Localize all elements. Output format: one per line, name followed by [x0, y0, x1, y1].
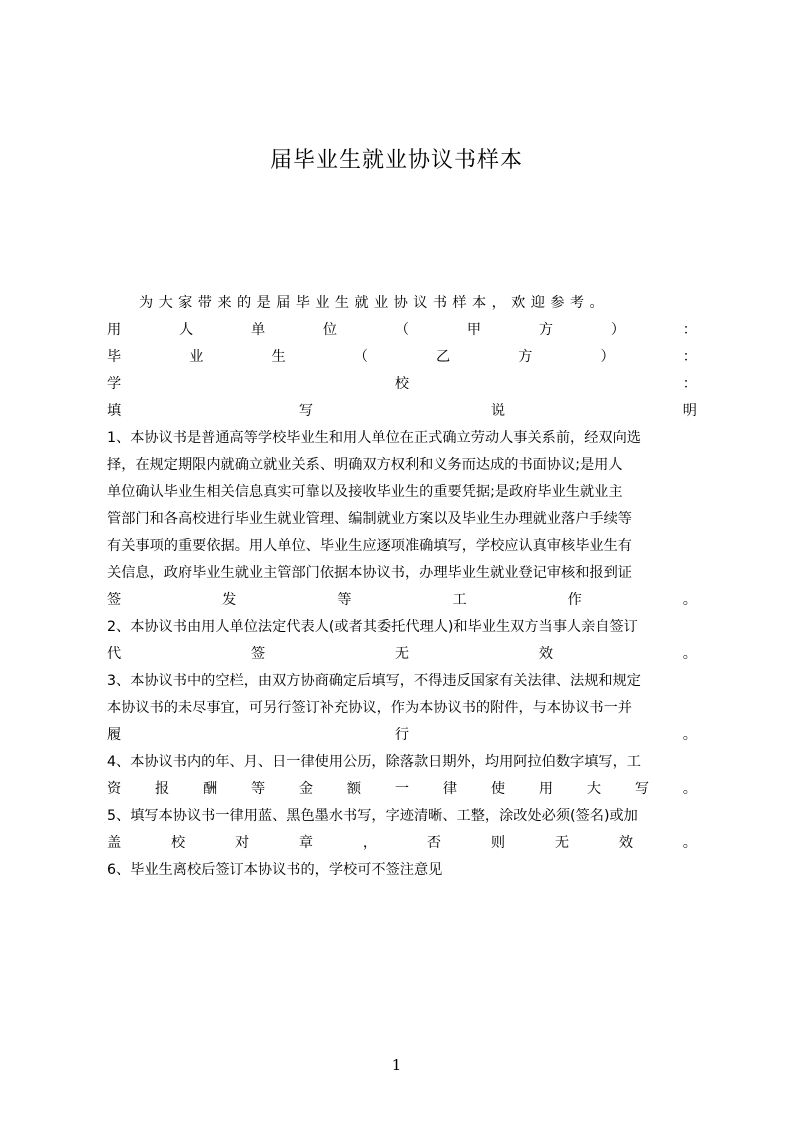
document-title: 届毕业生就业协议书样本: [269, 148, 523, 173]
paragraph-line: 本协议书的未尽事宜，可另行签订补充协议，作为本协议书的附件，与本协议书一并: [107, 700, 632, 716]
paragraph-line: 签 发 等 工 作 。: [107, 592, 697, 608]
paragraph-line: 有关事项的重要依据。用人单位、毕业生应逐项准确填写，学校应认真审核毕业生有: [107, 538, 632, 554]
paragraph-line: 1、本协议书是普通高等学校毕业生和用人单位在正式确立劳动人事关系前，经双向选: [107, 430, 641, 446]
paragraph-line: 关信息，政府毕业生就业主管部门依据本协议书，办理毕业生就业登记审核和报到证: [107, 565, 632, 581]
field-employer: 用 人 单 位 （ 甲 方 ） ：: [107, 322, 697, 338]
paragraph-line: 单位确认毕业生相关信息真实可靠以及接收毕业生的重要凭据;是政府毕业生就业主: [107, 484, 623, 500]
paragraph-line: 代 签 无 效 。: [107, 646, 697, 662]
page-number: 1: [391, 1056, 402, 1074]
paragraph-line: 择，在规定期限内就确立就业关系、明确双方权利和义务而达成的书面协议;是用人: [107, 457, 623, 473]
paragraph-line: 4、本协议书内的年、月、日一律使用公历，除落款日期外，均用阿拉伯数字填写，工: [107, 754, 641, 770]
paragraph-line: 履 行 。: [107, 727, 697, 743]
field-instructions-heading: 填 写 说 明: [107, 403, 697, 419]
paragraph-line: 管部门和各高校进行毕业生就业管理、编制就业方案以及毕业生办理就业落户手续等: [107, 511, 632, 527]
document-body: [107, 290, 697, 884]
paragraph-line: 3、本协议书中的空栏，由双方协商确定后填写，不得违反国家有关法律、法规和规定: [107, 673, 641, 689]
paragraph-line: 2、本协议书由用人单位法定代表人(或者其委托代理人)和毕业生双方当事人亲自签订: [107, 619, 638, 635]
paragraph-line: 盖 校 对 章 ， 否 则 无 效 。: [107, 835, 697, 851]
field-school: 学 校 ：: [107, 376, 697, 392]
paragraph-line: 6、毕业生离校后签订本协议书的，学校可不签注意见: [107, 862, 443, 878]
intro-line: 为大家带来的是届毕业生就业协议书样本，欢迎参考。: [139, 295, 610, 311]
field-graduate: 毕 业 生 （ 乙 方 ） ：: [107, 349, 697, 365]
paragraph-line: 资 报 酬 等 金 额 一 律 使 用 大 写 。: [107, 781, 697, 797]
paragraph-line: 5、填写本协议书一律用蓝、黑色墨水书写，字迹清晰、工整，涂改处必须(签名)或加: [107, 808, 638, 824]
